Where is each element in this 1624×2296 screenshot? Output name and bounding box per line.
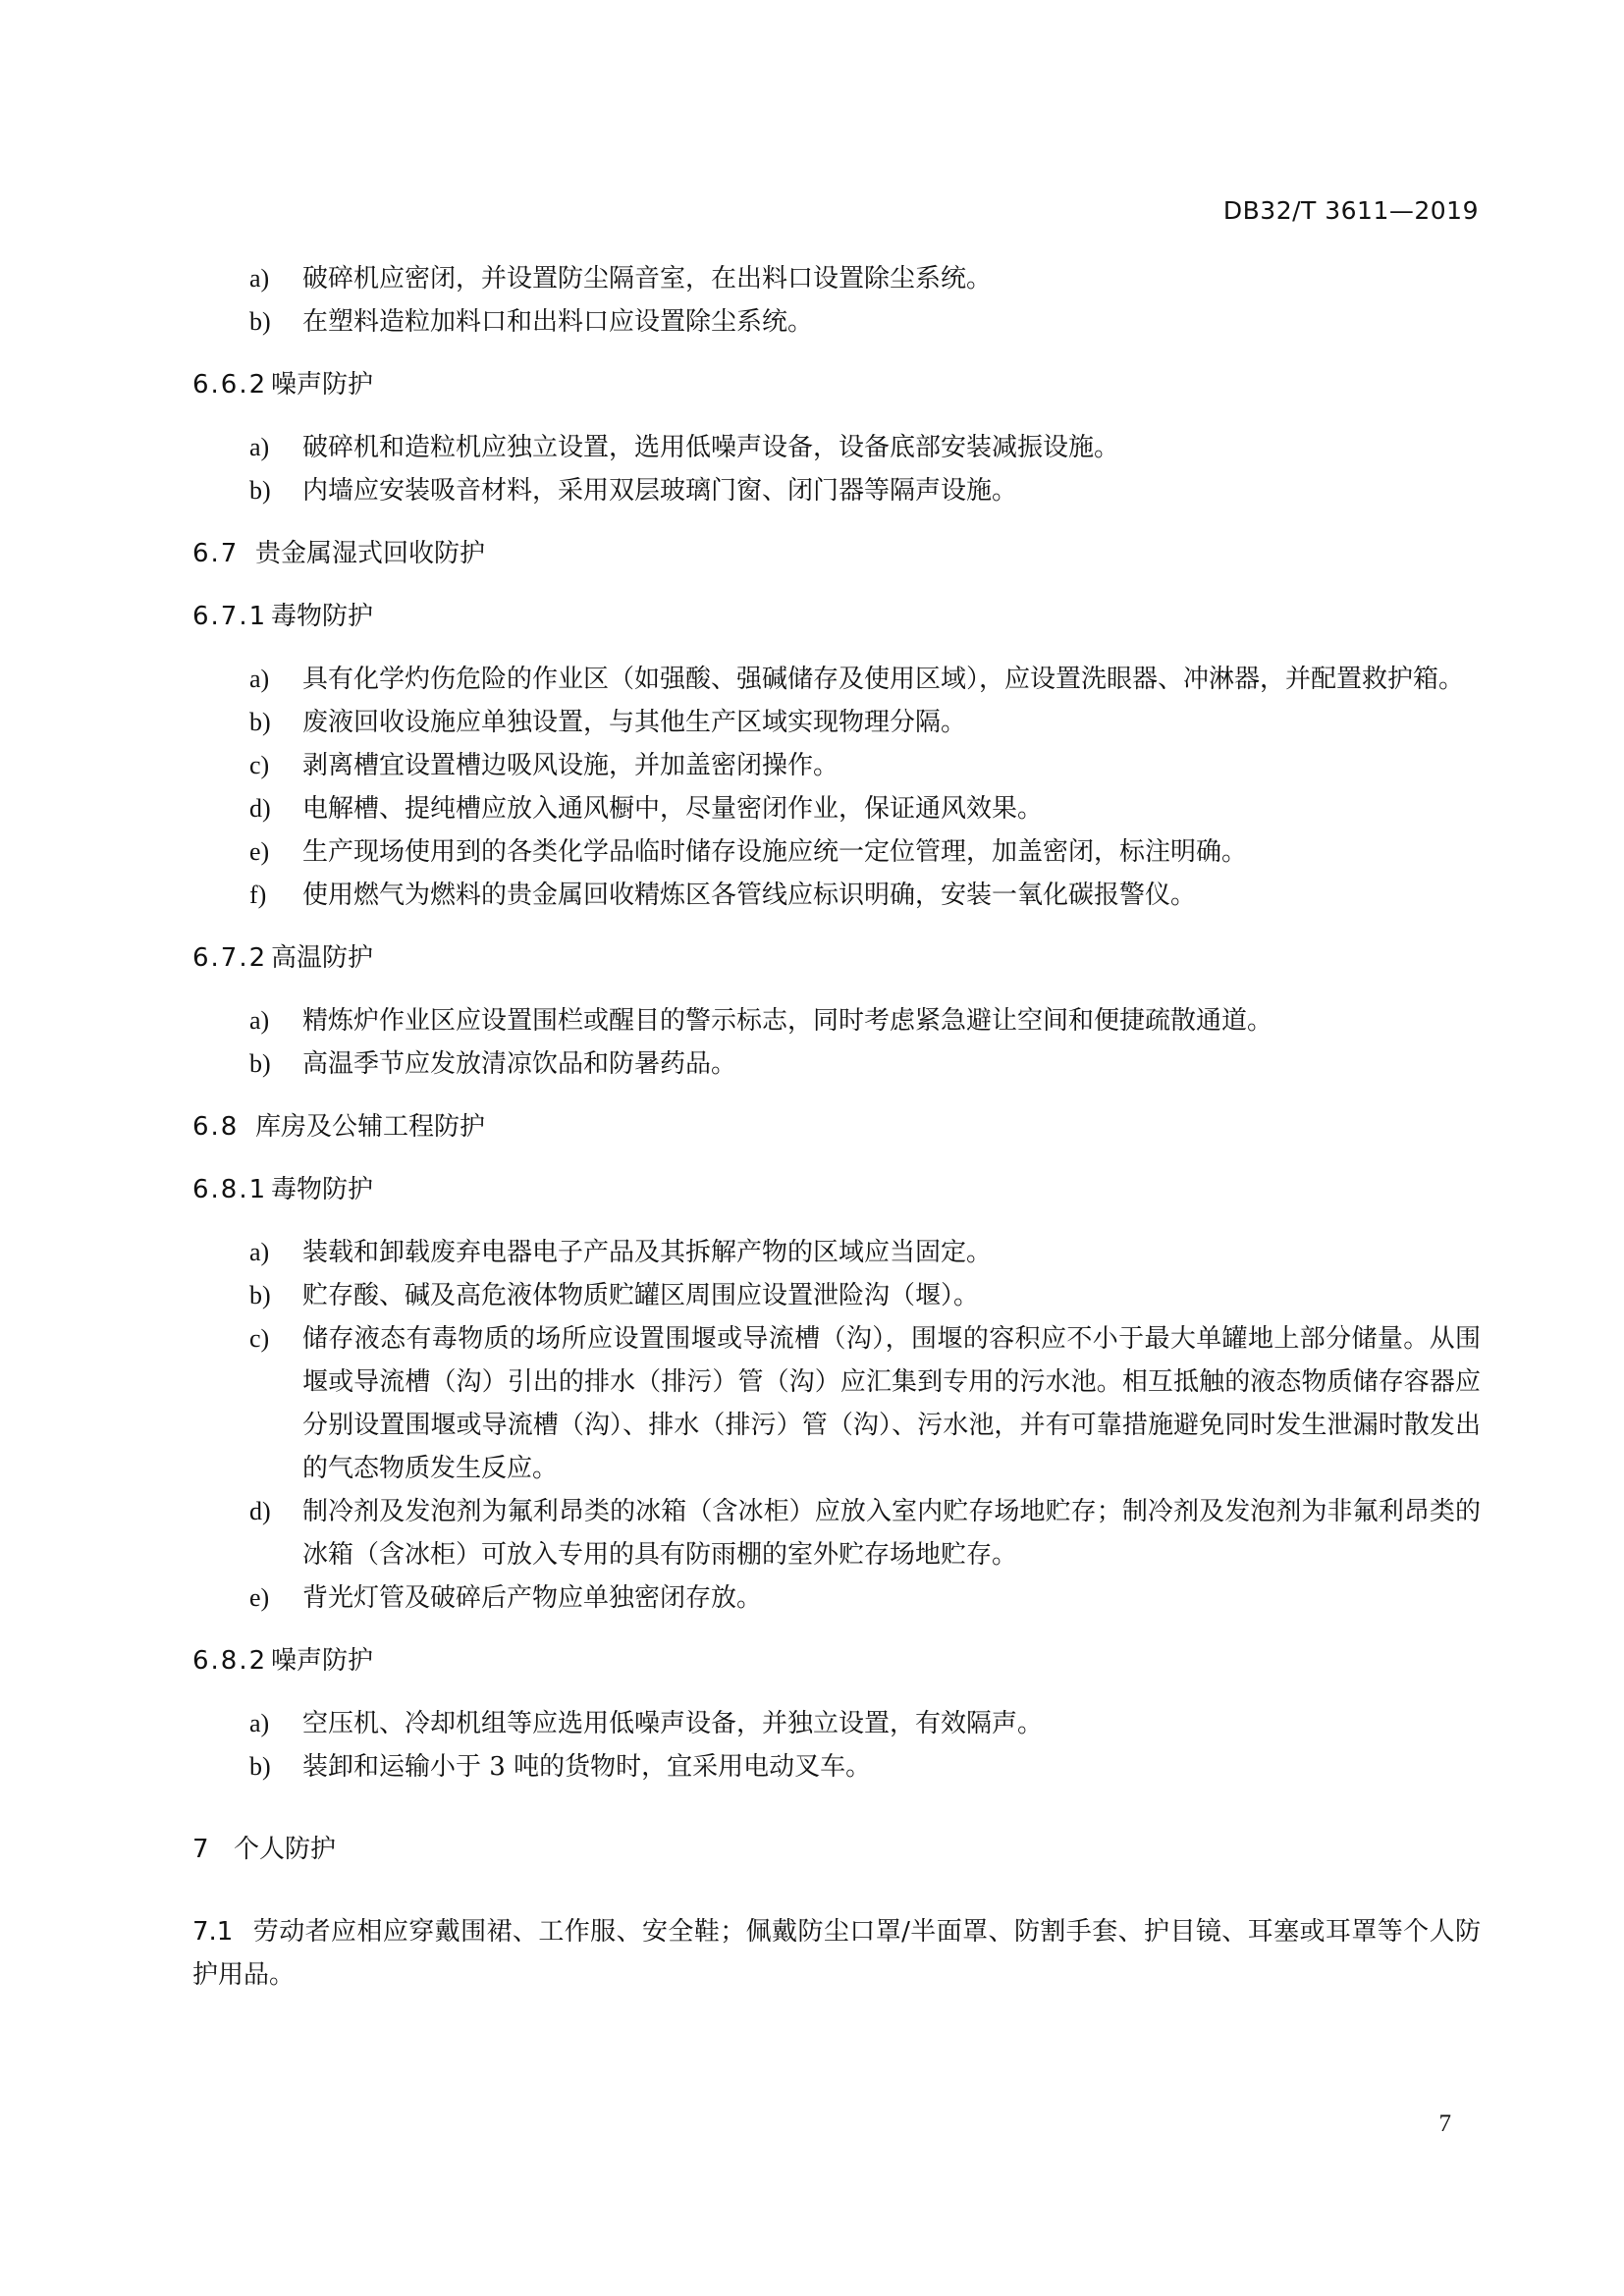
item-text: 破碎机应密闭，并设置防尘隔音室，在出料口设置除尘系统。 xyxy=(302,264,993,294)
item-text: 电解槽、提纯槽应放入通风橱中，尽量密闭作业，保证通风效果。 xyxy=(302,794,1044,824)
item-text: 高温季节应发放清凉饮品和防暑药品。 xyxy=(302,1049,737,1079)
list-item xyxy=(192,300,1481,344)
item-letter: a) xyxy=(249,1709,270,1737)
item-text: 具有化学灼伤危险的作业区（如强酸、强碱储存及使用区域），应设置洗眼器、冲淋器，并配置救护箱。 xyxy=(302,665,1465,694)
spacer xyxy=(192,1871,1481,1910)
item-text: 精炼炉作业区应设置围栏或醒目的警示标志，同时考虑紧急避让空间和便捷疏散通道。 xyxy=(302,1006,1273,1036)
item-text: 使用燃气为燃料的贵金属回收精炼区各管线应标识明确，安装一氧化碳报警仪。 xyxy=(302,881,1197,910)
item-letter: b) xyxy=(249,1752,271,1781)
list-item xyxy=(192,426,1481,469)
list-item xyxy=(192,469,1481,512)
item-letter: b) xyxy=(249,1049,271,1078)
section-title: 噪声防护 xyxy=(271,370,374,400)
list-item xyxy=(192,658,1481,701)
item-letter: e) xyxy=(249,837,270,866)
item-text: 剥离槽宜设置槽边吸风设施，并加盖密闭操作。 xyxy=(302,751,839,780)
item-text: 储存液态有毒物质的场所应设置围堰或导流槽（沟），围堰的容积应不小于最大单罐地上部分储量。从围堰或导流槽（沟）引出的排水（排污）管（沟）应汇集到专用的污水池。相互抵触的液态物质储存容器应分别设置围堰或导流槽（沟）、排水（排污）管（沟）、污水池，并有可靠措施避免同时发生泄漏时散发出的气态物质发生反应。 xyxy=(302,1324,1481,1483)
list-item xyxy=(192,787,1481,830)
item-letter: c) xyxy=(249,1324,270,1353)
item-text: 空压机、冷却机组等应选用低噪声设备，并独立设置，有效隔声。 xyxy=(302,1709,1044,1738)
item-text: 在塑料造粒加料口和出料口应设置除尘系统。 xyxy=(302,307,814,337)
section-number: 6.7 xyxy=(192,539,240,568)
item-letter: a) xyxy=(249,264,270,293)
item-text: 破碎机和造粒机应独立设置，选用低噪声设备，设备底部安装减振设施。 xyxy=(302,433,1120,462)
section-heading-6-8-2 xyxy=(192,1639,1481,1682)
section-heading-6-7-1 xyxy=(192,595,1481,638)
spacer xyxy=(192,980,1481,999)
item-letter: d) xyxy=(249,1497,271,1525)
item-letter: b) xyxy=(249,1281,271,1309)
section-title: 毒物防护 xyxy=(271,602,374,631)
section-heading-6-8 xyxy=(192,1105,1481,1148)
item-text: 背光灯管及破碎后产物应单独密闭存放。 xyxy=(302,1583,763,1613)
list-item xyxy=(192,874,1481,917)
section-number: 7 xyxy=(192,1835,211,1864)
spacer xyxy=(192,512,1481,532)
list-item xyxy=(192,1274,1481,1317)
list-item xyxy=(192,1042,1481,1086)
spacer xyxy=(192,406,1481,426)
spacer xyxy=(192,917,1481,936)
section-number: 6.7.2 xyxy=(192,943,268,973)
section-heading-7 xyxy=(192,1828,1481,1871)
list-item xyxy=(192,1745,1481,1789)
item-letter: a) xyxy=(249,1006,270,1035)
list-item xyxy=(192,744,1481,787)
spacer xyxy=(192,575,1481,595)
section-title: 个人防护 xyxy=(234,1835,337,1864)
spacer xyxy=(192,1211,1481,1231)
item-letter: c) xyxy=(249,751,270,779)
item-letter: a) xyxy=(249,665,270,693)
item-text: 生产现场使用到的各类化学品临时储存设施应统一定位管理，加盖密闭，标注明确。 xyxy=(302,837,1248,867)
item-text: 内墙应安装吸音材料，采用双层玻璃门窗、闭门器等隔声设施。 xyxy=(302,476,1018,506)
item-text: 废液回收设施应单独设置，与其他生产区域实现物理分隔。 xyxy=(302,708,967,737)
list-item xyxy=(192,1490,1481,1576)
item-text: 贮存酸、碱及高危液体物质贮罐区周围应设置泄险沟（堰）。 xyxy=(302,1281,980,1310)
document-code: DB32/T 3611—2019 xyxy=(1222,196,1479,225)
spacer xyxy=(192,344,1481,363)
spacer xyxy=(192,1620,1481,1639)
section-6-8-2-list xyxy=(192,1702,1481,1789)
list-item xyxy=(192,1317,1481,1490)
page-number: 7 xyxy=(1438,2110,1451,2137)
list-item xyxy=(192,257,1481,300)
clause-7-1 xyxy=(192,1910,1481,1997)
item-letter: a) xyxy=(249,433,270,461)
section-title: 毒物防护 xyxy=(271,1175,374,1204)
spacer xyxy=(192,1086,1481,1105)
item-letter: e) xyxy=(249,1583,270,1612)
item-letter: b) xyxy=(249,476,271,505)
spacer xyxy=(192,1789,1481,1828)
section-number: 6.8.1 xyxy=(192,1175,268,1204)
list-item xyxy=(192,701,1481,744)
section-6-8-1-list xyxy=(192,1231,1481,1620)
item-letter: b) xyxy=(249,307,271,336)
list-item xyxy=(192,1231,1481,1274)
spacer xyxy=(192,1148,1481,1168)
item-letter: b) xyxy=(249,708,271,736)
list-item xyxy=(192,830,1481,874)
spacer xyxy=(192,638,1481,658)
section-heading-6-7 xyxy=(192,532,1481,575)
section-number: 6.8.2 xyxy=(192,1646,268,1676)
section-6-7-2-list xyxy=(192,999,1481,1086)
section-title: 库房及公辅工程防护 xyxy=(255,1112,486,1142)
item-text: 制冷剂及发泡剂为氟利昂类的冰箱（含冰柜）应放入室内贮存场地贮存；制冷剂及发泡剂为非氟利昂类的冰箱（含冰柜）可放入专用的具有防雨棚的室外贮存场地贮存。 xyxy=(302,1497,1481,1570)
list-item xyxy=(192,1702,1481,1745)
section-6-7-1-list xyxy=(192,658,1481,917)
list-item xyxy=(192,999,1481,1042)
section-number: 6.6.2 xyxy=(192,370,268,400)
list-item xyxy=(192,1576,1481,1620)
item-letter: d) xyxy=(249,794,271,823)
section-title: 贵金属湿式回收防护 xyxy=(255,539,486,568)
clause-text: 劳动者应相应穿戴围裙、工作服、安全鞋；佩戴防尘口罩/半面罩、防割手套、护目镜、耳塞或耳罩等个人防护用品。 xyxy=(192,1917,1481,1990)
section-number: 6.8 xyxy=(192,1112,240,1142)
item-letter: f) xyxy=(249,881,267,909)
section-heading-6-7-2 xyxy=(192,936,1481,980)
item-letter: a) xyxy=(249,1238,270,1266)
spacer xyxy=(192,1682,1481,1702)
intro-list xyxy=(192,257,1481,344)
section-heading-6-8-1 xyxy=(192,1168,1481,1211)
item-text: 装卸和运输小于 3 吨的货物时，宜采用电动叉车。 xyxy=(302,1752,872,1782)
document-body xyxy=(192,257,1481,1997)
section-title: 高温防护 xyxy=(271,943,374,973)
item-text: 装载和卸载废弃电器电子产品及其拆解产物的区域应当固定。 xyxy=(302,1238,993,1267)
section-6-6-2-list xyxy=(192,426,1481,512)
section-title: 噪声防护 xyxy=(271,1646,374,1676)
section-number: 6.7.1 xyxy=(192,602,268,631)
clause-number: 7.1 xyxy=(192,1917,234,1947)
section-heading-6-6-2 xyxy=(192,363,1481,406)
